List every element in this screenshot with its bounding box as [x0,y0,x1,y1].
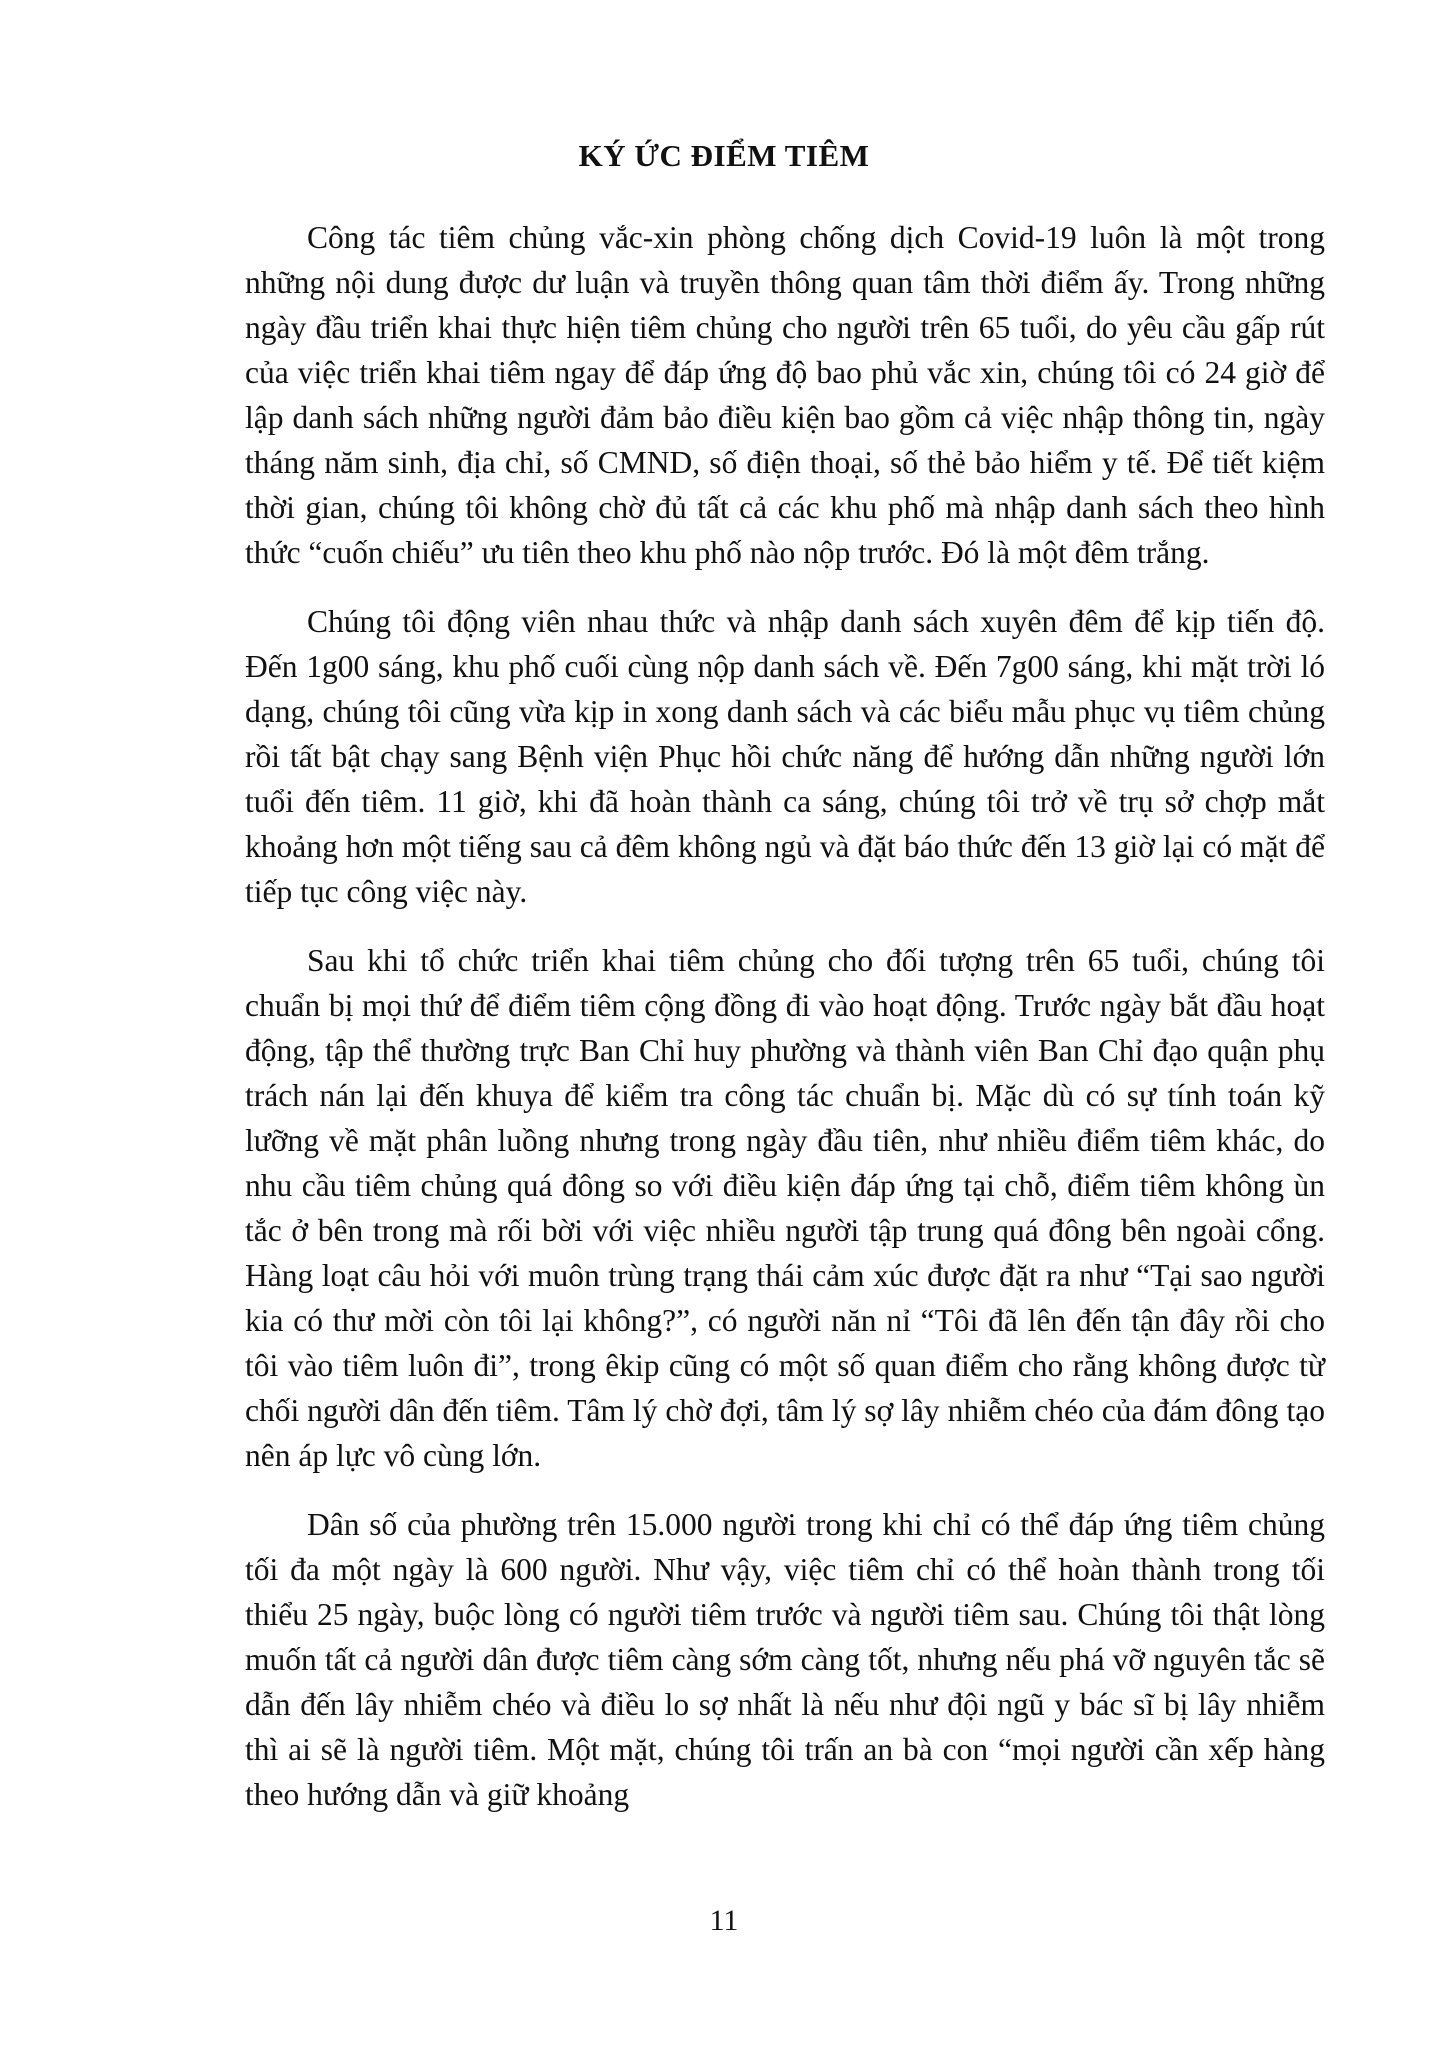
body-text [245,215,1325,1841]
paragraph-4: Dân số của phường trên 15.000 người trong khi chỉ có thể đáp ứng tiêm chủng tối đa một ngày là 600 người. Như vậy, việc tiêm chỉ có thể hoàn thành trong tối thiểu 25 ngày, buộc lòng có người tiêm trước và người tiêm sau. Chúng tôi thật lòng muốn tất cả người dân được tiêm càng sớm càng tốt, nhưng nếu phá vỡ nguyên tắc sẽ dẫn đến lây nhiễm chéo và điều lo sợ nhất là nếu như đội ngũ y bác sĩ bị lây nhiễm thì ai sẽ là người tiêm. Một mặt, chúng tôi trấn an bà con “mọi người cần xếp hàng theo hướng dẫn và giữ khoảng [245,1507,1325,1812]
page-number: 11 [709,1904,739,1937]
page-title: KÝ ỨC ĐIỂM TIÊM [578,138,870,173]
paragraph-1: Công tác tiêm chủng vắc-xin phòng chống dịch Covid-19 luôn là một trong những nội dung được dư luận và truyền thông quan tâm thời điểm ấy. Trong những ngày đầu triển khai thực hiện tiêm chủng cho người trên 65 tuổi, do yêu cầu gấp rút của việc triển khai tiêm ngay để đáp ứng độ bao phủ vắc xin, chúng tôi có 24 giờ để lập danh sách những người đảm bảo điều kiện bao gồm cả việc nhập thông tin, ngày tháng năm sinh, địa chỉ, số CMND, số điện thoại, số thẻ bảo hiểm y tế. Để tiết kiệm thời gian, chúng tôi không chờ đủ tất cả các khu phố mà nhập danh sách theo hình thức “cuốn chiếu” ưu tiên theo khu phố nào nộp trước. Đó là một đêm trắng. [245,220,1325,570]
paragraph-2: Chúng tôi động viên nhau thức và nhập danh sách xuyên đêm để kịp tiến độ. Đến 1g00 sáng, khu phố cuối cùng nộp danh sách về. Đến 7g00 sáng, khi mặt trời ló dạng, chúng tôi cũng vừa kịp in xong danh sách và các biểu mẫu phục vụ tiêm chủng rồi tất bật chạy sang Bệnh viện Phục hồi chức năng để hướng dẫn những người lớn tuổi đến tiêm. 11 giờ, khi đã hoàn thành ca sáng, chúng tôi trở về trụ sở chợp mắt khoảng hơn một tiếng sau cả đêm không ngủ và đặt báo thức đến 13 giờ lại có mặt để tiếp tục công việc này. [245,604,1325,909]
paragraph-3: Sau khi tổ chức triển khai tiêm chủng cho đối tượng trên 65 tuổi, chúng tôi chuẩn bị mọi thứ để điểm tiêm cộng đồng đi vào hoạt động. Trước ngày bắt đầu hoạt động, tập thể thường trực Ban Chỉ huy phường và thành viên Ban Chỉ đạo quận phụ trách nán lại đến khuya để kiểm tra công tác chuẩn bị. Mặc dù có sự tính toán kỹ lưỡng về mặt phân luồng nhưng trong ngày đầu tiên, như nhiều điểm tiêm khác, do nhu cầu tiêm chủng quá đông so với điều kiện đáp ứng tại chỗ, điểm tiêm không ùn tắc ở bên trong mà rối bời với việc nhiều người tập trung quá đông bên ngoài cổng. Hàng loạt câu hỏi với muôn trùng trạng thái cảm xúc được đặt ra như “Tại sao người kia có thư mời còn tôi lại không?”, có người năn nỉ “Tôi đã lên đến tận đây rồi cho tôi vào tiêm luôn đi”, trong êkip cũng có một số quan điểm cho rằng không được từ chối người dân đến tiêm. Tâm lý chờ đợi, tâm lý sợ lây nhiễm chéo của đám đông tạo nên áp lực vô cùng lớn. [245,943,1325,1473]
